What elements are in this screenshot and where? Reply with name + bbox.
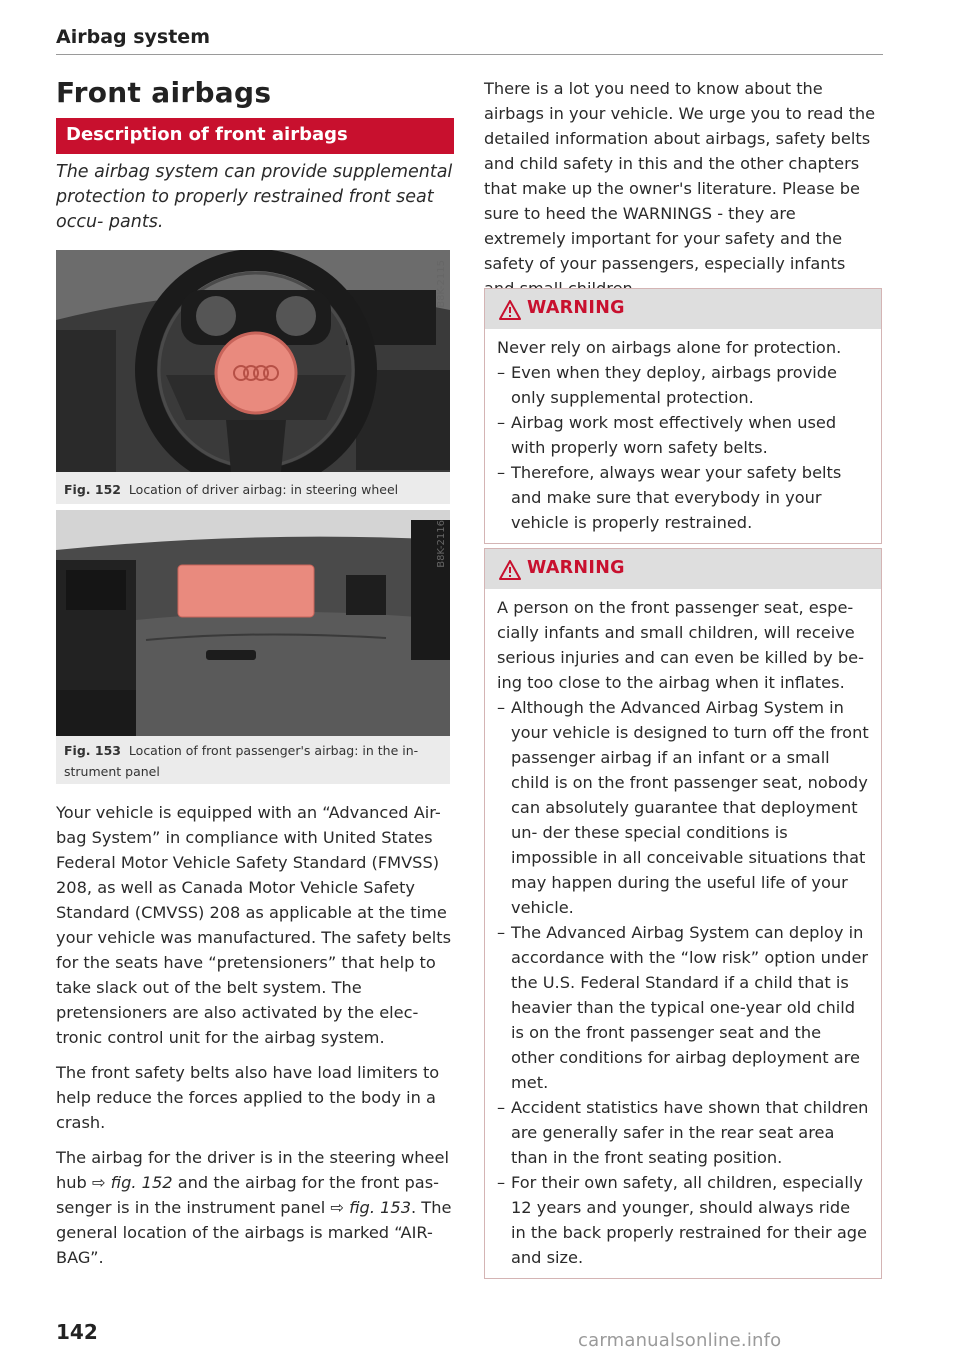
figure-code: B8K-2115 xyxy=(436,260,447,308)
figure-link[interactable]: ⇨ fig. 153 xyxy=(330,1198,412,1217)
right-intro: There is a lot you need to know about the airbags in your vehicle. We urge you to read the detailed information about airbags, safety belts and child safety in this and the other chapters that make up the owner's literature. Please be sure to heed the WARNINGS - they are extremely important for your safety and the safety of your passengers, especially infants xyxy=(484,79,876,273)
intro-text: The airbag system can provide supplemental protection to properly restrained front seat occu- pants. xyxy=(56,162,453,232)
figure-caption-text: Location of front passenger's airbag: in the in- strument panel xyxy=(64,743,419,779)
page-title: Front airbags xyxy=(56,76,272,109)
body-paragraph xyxy=(56,1145,452,1270)
warning-item: – The Advanced Airbag System can deploy in accordance with the “low risk” option under the U.S. Federal Standard if a child that is heavier than the typical one-year old child is on the front passenger seat and the other conditions for airbag deployment are met. xyxy=(497,920,869,1095)
warning-box xyxy=(484,288,882,544)
page-number: 142 xyxy=(56,1320,98,1344)
warning-item: – Airbag work most effectively when used with properly worn safety belts. xyxy=(497,410,869,460)
watermark: carmanualsonline.info xyxy=(578,1330,782,1351)
subheading-bar xyxy=(56,118,454,154)
figure-caption-text: Location of driver airbag: in steering wheel xyxy=(128,482,399,497)
warning-item: – Therefore, always wear your safety belts and make sure that everybody in your vehicle is properly restrained. xyxy=(497,460,869,535)
body-text-run: . The general location of the airbags is marked “AIR- BAG”. xyxy=(56,1198,452,1267)
body-text-run: and the airbag for the front pas- senger is in the instrument panel xyxy=(56,1173,439,1217)
warning-item: – Although the Advanced Airbag System in your vehicle is designed to turn off the front passenger airbag if an infant or a small child is on the front passenger seat, nobody can absolutely guarantee that deployment un- der these special conditions is impossible in all conceivable situations that may happen during the useful life of your vehicle. xyxy=(497,695,869,920)
figure-code: B8K-2116 xyxy=(436,520,447,568)
warning-label: WARNING xyxy=(527,558,625,578)
left-body xyxy=(56,800,452,1280)
warning-list xyxy=(497,360,869,535)
figure-caption xyxy=(64,740,440,782)
warning-triangle-icon xyxy=(499,300,521,320)
warning-item: – Even when they deploy, airbags provide only supplemental protection. xyxy=(497,360,869,410)
warning-body xyxy=(485,589,881,1278)
figure-link[interactable]: ⇨ fig. 152 xyxy=(91,1173,173,1192)
figure-label: Fig. 152 xyxy=(64,482,121,497)
warning-item: – Accident statistics have shown that children are generally safer in the rear seat area than in the front seating position. xyxy=(497,1095,869,1170)
warning-triangle-icon xyxy=(499,560,521,580)
section-header: Airbag system xyxy=(56,26,210,48)
warning-lead: A person on the front passenger seat, espe- cially infants and small children, will receive serious injuries and can even be killed by be- ing too close to the airbag when it inflates. xyxy=(497,598,864,692)
figure-153 xyxy=(56,510,450,784)
subheading: Description of front airbags xyxy=(66,124,348,145)
steering-wheel-image xyxy=(56,250,450,472)
warning-header xyxy=(485,289,881,329)
warning-box xyxy=(484,548,882,1279)
figure-152 xyxy=(56,250,450,504)
passenger-airbag-image xyxy=(56,510,450,736)
warning-header xyxy=(485,549,881,589)
warning-item: – For their own safety, all children, especially 12 years and younger, should always ride in the back properly restrained for their age and size. xyxy=(497,1170,869,1270)
figure-label: Fig. 153 xyxy=(64,743,121,758)
warning-lead: Never rely on airbags alone for protection. xyxy=(497,338,842,357)
warning-body xyxy=(485,329,881,543)
header-rule xyxy=(56,54,883,55)
warning-label: WARNING xyxy=(527,298,625,318)
body-text-run: The airbag for the driver is in the steering wheel hub xyxy=(56,1148,449,1192)
body-paragraph: The front safety belts also have load limiters to help reduce the forces applied to the body in a crash. xyxy=(56,1063,440,1132)
figure-caption xyxy=(64,479,444,500)
warning-list xyxy=(497,695,869,1270)
body-paragraph: Your vehicle is equipped with an “Advanced Air- bag System” in compliance with United States Federal Motor Vehicle Safety Standard (FMVSS) 208, as well as Canada Motor Vehicle Safety Standard (CMVSS) 208 as applicable at the time your vehicle was manufactured. The safety belts for the seats have “pretensioners” that help to take slack out of the belt system. The pretensioners are also activated by the elec- tronic control unit for the airbag system. xyxy=(56,803,452,1047)
